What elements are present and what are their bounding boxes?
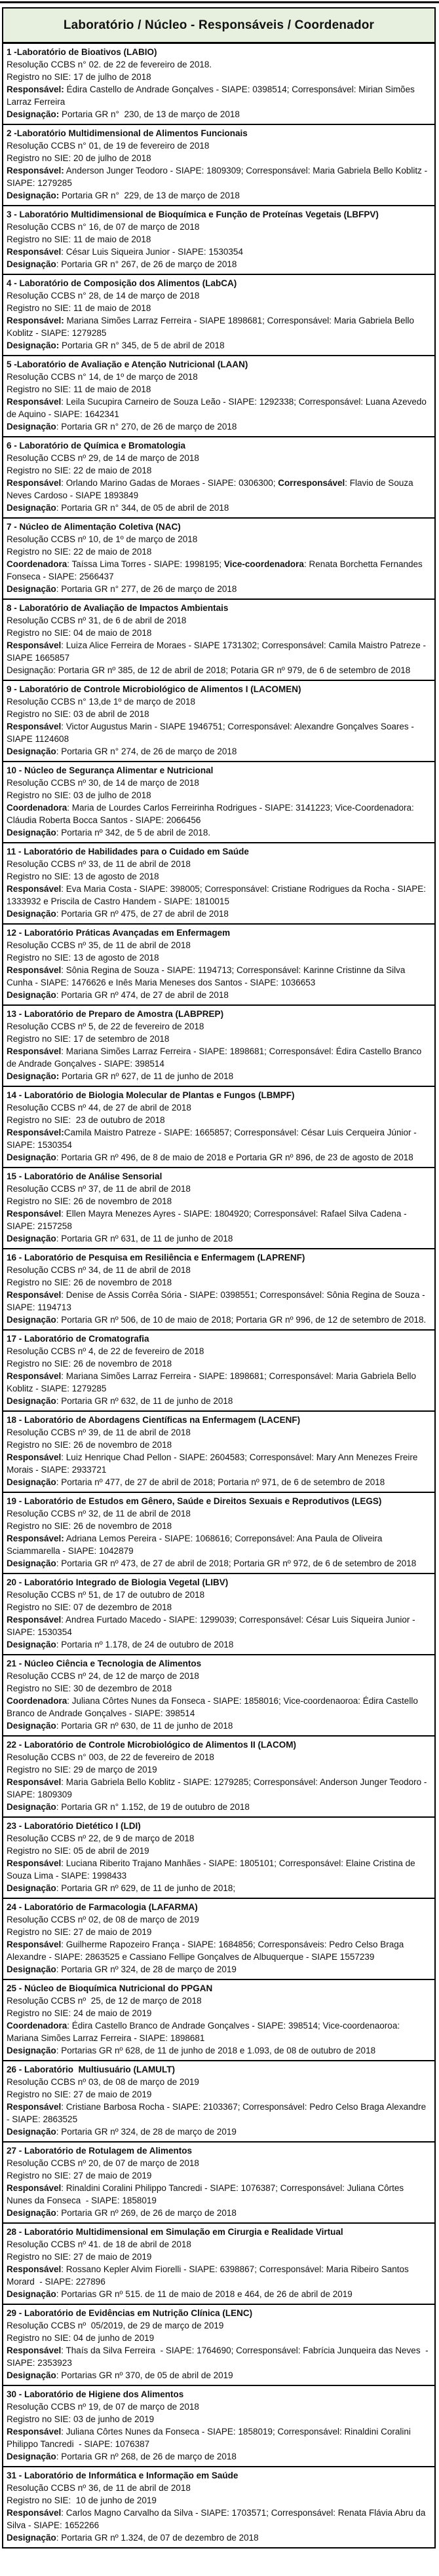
entry-line: Resolução CCBS nº 03, de 08 de março de 2019 [7,2077,199,2087]
document-page [0,1,439,2548]
entry-row [3,2143,434,2224]
entry-line: Registro no SIE: 13 de agosto de 2018 [7,953,159,963]
entry-line: Registro no SIE: 11 de maio de 2018 [7,234,151,244]
entry-line: Designação: Portaria GR nº 630, de 11 de junho de 2018 [7,1721,233,1731]
entry-line: Designação: Portaria GR nº 506, de 10 de maio de 2018; Portaria GR nº 996, de 12 de setembro de 2018. [7,1315,427,1325]
entry-line: Responsável: Anderson Junger Teodoro - SIAPE: 1809309; Corresponsável: Maria Gabriela Bello Koblitz - SIAPE: 1279285 [7,166,430,188]
entry-row [3,2061,434,2143]
entry-line: Responsável: Mariana Simões Larraz Ferreira - SIAPE: 1898681; Corresponsável: Maria Gabriela Bello Koblitz - SIAPE: 1279285 [7,1371,419,1393]
entry-line: 22 - Laboratório de Controle Microbiológico de Alimentos II (LACOM) [7,1740,297,1750]
entry-line: Responsável: Eva Maria Costa - SIAPE: 398005; Corresponsável: Cristiane Rodrigues da Rocha - SIAPE: 1333932 e Priscila de Castro Handem - SIAPE: 1810015 [7,884,429,906]
entry-line: Registro no SIE: 11 de maio de 2018 [7,384,151,394]
entry-line: Resolução CCBS nº 31, de 6 de abril de 2018 [7,616,187,625]
entry-line: 13 - Laboratório de Preparo de Amostra (LABPREP) [7,1009,224,1019]
entry-line: Designação: Portarias GR nº 370, de 05 de abril de 2019 [7,2370,233,2380]
entry-line: Responsável: Luiz Henrique Chad Pellon - SIAPE: 2604583; Corresponsável: Mary Ann Menezes Freire Morais - SIAPE: 2933721 [7,1452,421,1475]
entry-line: Resolução CCBS nº 39, de 11 de abril de 2018 [7,1427,191,1437]
entry-row [3,519,434,600]
entry-line: Resolução CCBS nº 4, de 22 de fevereiro de 2018 [7,1346,204,1356]
entry-line: Registro no SIE: 22 de maio de 2018 [7,547,152,557]
entry-line: Registro no SIE: 17 de julho de 2018 [7,72,151,82]
entry-row [3,1493,434,1574]
entry-line: Responsável: César Luis Siqueira Junior - SIAPE: 1530354 [7,247,243,257]
entry-line: 17 - Laboratório de Cromatografia [7,1334,149,1344]
entry-line: Registro no SIE: 13 de agosto de 2018 [7,872,159,881]
entry-line: Designação: Portaria GR nº 324, de 28 de março de 2019 [7,1964,237,1974]
entry-line: Coordenadora: Maria de Lourdes Carlos Ferreirinha Rodrigues - SIAPE: 3141223; Vice-Coordenadora: Cláudia Roberta Bocca Santos - SIAPE: 2066456 [7,803,417,825]
entry-row [3,1899,434,1980]
entry-line: 23 - Laboratório Dietético I (LDI) [7,1821,141,1831]
entry-line: 18 - Laboratório de Abordagens Científicas na Enfermagem (LACENF) [7,1415,301,1425]
entry-line: Responsável: Maria Gabriela Bello Koblitz - SIAPE: 1279285; Corresponsável: Anderson Junger Teodoro - SIAPE: 1809309 [7,1777,430,1799]
entry-row [3,1737,434,1818]
entry-line: Resolução CCBS nº 35, de 11 de abril de 2018 [7,940,191,950]
entry-row [3,1818,434,1899]
entry-line: Responsável: Cristiane Barbosa Rocha - SIAPE: 2103367; Corresponsável: Pedro Celso Braga Alexandre - SIAPE: 2863525 [7,2102,431,2124]
entry-line: Registro no SIE: 07 de dezembro de 2018 [7,1602,172,1612]
entry-line: Registro no SIE: 26 de novembro de 2018 [7,1278,172,1287]
entry-line: 27 - Laboratório de Rotulagem de Alimentos [7,2146,193,2156]
entry-line: Registro no SIE: 27 de maio de 2019 [7,2252,152,2262]
entry-line: Resolução CCBS n° 14, de 1º de março de 2018 [7,372,198,382]
entry-line: Registro no SIE: 05 de abril de 2019 [7,1846,149,1856]
entry-line: Responsável: Carlos Magno Carvalho da Silva - SIAPE: 1703571; Corresponsável: Renata Flávia Abru da Silva - SIAPE: 1652266 [7,2508,429,2530]
entry-line: Registro no SIE: 23 de outubro de 2018 [7,1115,165,1125]
entry-line: 11 - Laboratório de Habilidades para o Cuidado em Saúde [7,847,249,856]
entry-line: 10 - Núcleo de Segurança Alimentar e Nutricional [7,765,214,775]
entry-line: 8 - Laboratório de Avaliação de Impactos Ambientais [7,603,229,613]
entry-line: Responsável: Édira Castello de Andrade Gonçalves - SIAPE: 0398514; Corresponsável: Mirian Simões Larraz Ferreira [7,84,417,107]
entry-line: Resolução CCBS nº 20, de 07 de março de 2018 [7,2158,199,2168]
entry-row [3,1087,434,1168]
entry-line: 1 -Laboratório de Bioativos (LABIO) [7,47,157,57]
entry-line: Designação: Portaria nº 342, de 5 de abril de 2018. [7,828,211,837]
entry-row [3,2386,434,2467]
entry-line: 25 - Núcleo de Bioquímica Nutricional do PPGAN [7,1983,213,1993]
entry-line: Resolução CCBS nº 24, de 12 de março de 2018 [7,1671,199,1681]
entry-line: 7 - Núcleo de Alimentação Coletiva (NAC) [7,522,181,532]
entry-line: Responsável: Mariana Simões Larraz Ferreira - SIAPE: 1898681; Corresponsável: Édira Castello Branco de Andrade Gonçalves - SIAPE: 398514 [7,1046,425,1069]
entry-line: Responsável: Adriana Lemos Pereira - SIAPE: 1068616; Correponsável: Ana Paula de Oliveira Sciammarella - SIAPE: 1042879 [7,1534,385,1556]
entry-row [3,1331,434,1412]
entry-line: 21 - Núcleo Ciência e Tecnologia de Alimentos [7,1659,202,1668]
entry-row [3,843,434,925]
entry-line: 20 - Laboratório Integrado de Biologia Vegetal (LIBV) [7,1577,229,1587]
entry-line: Registro no SIE: 26 de novembro de 2018 [7,1196,172,1206]
entry-row [3,1980,434,2061]
entry-line: 29 - Laboratório de Evidências em Nutrição Clínica (LENC) [7,2308,253,2318]
entry-line: Designação: Portaria GR n° 1.152, de 19 de outubro de 2018 [7,1802,250,1812]
entry-line: Resolução CCBS n° 13,de 1º de março de 2018 [7,697,196,707]
entry-line: 16 - Laboratório de Pesquisa em Resiliência e Enfermagem (LAPRENF) [7,1253,305,1262]
entry-line: Designação: Portaria GR nº 385, de 12 de abril de 2018; Potaria GR nº 979, de 6 de setembro de 2018 [7,665,411,675]
entry-line: 9 - Laboratório de Controle Microbiológico de Alimentos I (LACOMEN) [7,684,301,694]
entry-line: Resolução CCBS nº 29, de 14 de março de 2018 [7,453,199,463]
entry-line: Resolução CCBS nº 02, de 08 de março de 2019 [7,1915,199,1924]
entry-line: Coordenadora: Juliana Côrtes Nunes da Fonseca - SIAPE: 1858016; Vice-coordenaoroa: Édira Castello Branco de Andrade Gonçalves - SIAPE: 398514 [7,1696,421,1718]
entry-line: 2 -Laboratório Multidimensional de Alimentos Funcionais [7,128,248,138]
entry-line: Resolução CCBS nº 44, de 27 de abril de 2018 [7,1103,191,1113]
entry-line: Designação: Portaria GR n° 344, de 05 de abril de 2018 [7,503,229,513]
entry-row [3,125,434,206]
entry-line: 28 - Laboratório Multidimensional em Simulação em Cirurgia e Realidade Virtual [7,2227,343,2237]
entry-line: Responsável: Guilherme Rapozeiro França - SIAPE: 1684856; Corresponsáveis: Pedro Celso Braga Alexandre - SIAPE: 2863525 e Cassiano Fellipe Gonçalves de Albuquerque - SIAPE 1557239 [7,1940,406,1962]
entry-line: Resolução CCBS nº 34, de 11 de abril de 2018 [7,1265,191,1275]
entry-line: Resolução CCBS n° 01, de 19 de fevereiro de 2018 [7,141,210,151]
entry-line: 4 - Laboratório de Composição dos Alimentos (LabCA) [7,278,237,288]
entry-line: 6 - Laboratório de Química e Bromatologia [7,441,186,451]
entry-line: Registro no SIE: 17 de setembro de 2018 [7,1034,170,1044]
entry-line: Responsável: Ellen Mayra Menezes Ayres - SIAPE: 1804920; Corresponsável: Rafael Silva Cadena - SIAPE: 2157258 [7,1209,410,1231]
entry-line: Designação: Portaria GR n° 230, de 13 de março de 2018 [7,109,240,119]
entry-line: Resolução CCBS nº 22, de 9 de março de 2018 [7,1833,195,1843]
entry-line: Designação: Portaria GR nº 632, de 11 de junho de 2018 [7,1396,233,1406]
entry-line: Responsável: Thaís da Silva Ferreira - SIAPE: 1764690; Corresponsável: Fabrícia Junqueira das Neves - SIAPE: 2353923 [7,2346,431,2368]
entry-line: Registro no SIE: 27 de maio de 2019 [7,1927,152,1937]
entry-line: 19 - Laboratório de Estudos em Gênero, Saúde e Direitos Sexuais e Reprodutivos (LEGS) [7,1496,382,1506]
entry-row [3,356,434,437]
entry-line: Registro no SIE: 26 de novembro de 2018 [7,1359,172,1369]
entry-row [3,1168,434,1249]
entry-line: Resolução CCBS nº 19, de 07 de março de 2018 [7,2402,199,2412]
entry-row [3,1006,434,1087]
entry-line: Resolução CCBS nº 32, de 11 de abril de 2018 [7,1509,191,1518]
entry-line: Designação: Portaria GR n° 277, de 26 de março de 2018 [7,584,237,594]
entry-line: Designação: Portaria GR nº 269, de 26 de março de 2018 [7,2208,237,2218]
entry-line: Registro no SIE: 24 de maio de 2019 [7,2008,152,2018]
entry-line: Registro no SIE: 10 de junho de 2019 [7,2495,157,2505]
entry-line: Resolução CCBS nº 51, de 17 de outubro de 2018 [7,1590,205,1600]
entry-line: Registro no SIE: 20 de julho de 2018 [7,153,151,163]
entry-line: Resolução CCBS n° 02. de 22 de fevereiro de 2018. [7,60,212,69]
page-top-divider [0,1,439,3]
entry-line: Designação: Portaria GR n° 270, de 26 de março de 2018 [7,422,237,432]
entry-line: Designação: Portaria GR nº 324, de 28 de março de 2019 [7,2127,237,2137]
entry-line: Responsável: Luiza Alice Ferreira de Moraes - SIAPE 1731302; Corresponsável: Camila Maistro Patreze - SIAPE 1665857 [7,640,429,663]
lab-table [2,7,436,2548]
entry-line: Resolução CCBS nº 5, de 22 de fevereiro de 2018 [7,1021,204,1031]
entry-line: Registro no SIE: 27 de maio de 2019 [7,2089,152,2099]
entry-line: 14 - Laboratório de Biologia Molecular de Plantas e Fungos (LBMPF) [7,1090,295,1100]
entry-line: Responsável: Victor Augustus Marin - SIAPE 1946751; Corresponsável: Alexandre Gonçalves Soares - SIAPE 1124608 [7,722,417,744]
entry-line: Registro no SIE: 26 de novembro de 2018 [7,1440,172,1450]
entry-row [3,925,434,1006]
entry-line: Registro no SIE: 04 de junho de 2019 [7,2333,155,2343]
entry-line: Designação: Portaria GR nº 629, de 11 de junho de 2018; [7,1883,236,1893]
entry-line: 30 - Laboratório de Higiene dos Alimentos [7,2389,184,2399]
entry-line: Coordenadora: Taíssa Lima Torres - SIAPE: 1998195; Vice-coordenadora: Renata Borchetta Fernandes Fonseca - SIAPE: 2566437 [7,559,425,581]
entry-line: Designação: Portaria GR nº 627, de 11 de junho de 2018 [7,1071,234,1081]
entry-line: Resolução CCBS n° 16, de 07 de março de 2018 [7,222,200,232]
entry-line: Designação: Portaria nº 477, de 27 de abril de 2018; Portaria nº 971, de 6 de setembro de 2018 [7,1477,385,1487]
entry-line: Resolução CCBS nº 41. de 18 de abril de 2018 [7,2239,191,2249]
entry-row [3,437,434,519]
entry-line: Responsável: Rossano Kepler Alvim Fiorelli - SIAPE: 6398867; Corresponsável: Maria Ribeiro Santos Morard - SIAPE: 227896 [7,2264,411,2287]
entry-row [3,2224,434,2305]
entry-line: Responsável: Sônia Regina de Souza - SIAPE: 1194713; Corresponsável: Karinne Cristinne da Silva Cunha - SIAPE: 1476626 e Inês Maria Meneses dos Santos - SIAPE: 1036653 [7,965,408,987]
entry-row [3,681,434,762]
entry-line: Registro no SIE: 30 de dezembro de 2018 [7,1684,172,1693]
entry-line: Designação: Portaria GR nº 473, de 27 de abril de 2018; Portaria GR nº 972, de 6 de setembro de 2018 [7,1558,417,1568]
entry-line: Responsável: Mariana Simões Larraz Ferreira - SIAPE 1898681; Corresponsável: Maria Gabriela Bello Koblitz - SIAPE: 1279285 [7,316,417,338]
entry-line: Resolução CCBS nº 30, de 14 de março de 2018 [7,778,199,788]
entry-line: Responsável: Juliana Côrtes Nunes da Fonseca - SIAPE: 1858019; Corresponsável: Rinaldini Coralini Philippo Tancredi - SIAPE: 1076387 [7,2427,413,2449]
entry-line: Registro no SIE: 04 de maio de 2018 [7,628,152,638]
entry-line: Designação: Portaria GR n° 274, de 26 de março de 2018 [7,746,237,756]
entry-row [3,1412,434,1493]
entry-line: 26 - Laboratório Multiusuário (LAMULT) [7,2065,175,2074]
entry-line: Resolução CCBS n° 28, de 14 de março de 2018 [7,291,200,301]
entry-line: Designação: Portarias GR nº 515. de 11 de maio de 2018 e 464, de 26 de abril de 2019 [7,2289,353,2299]
entry-line: Responsável: Andrea Furtado Macedo - SIAPE: 1299039; Corresponsável: César Luis Siqueira Junior - SIAPE: 1530354 [7,1615,418,1637]
entry-line: Coordenadora: Édira Castello Branco de Andrade Gonçalves - SIAPE: 398514; Vice-coordenaoroa: Mariana Simões Larraz Ferreira - SIAPE: 1898681 [7,2021,402,2043]
entry-line: Designação: Portaria nº 1.178, de 24 de outubro de 2018 [7,1640,234,1649]
entry-line: Designação: Portaria GR nº 475, de 27 de abril de 2018 [7,909,229,919]
entry-line: Designação: Portaria GR n° 267, de 26 de março de 2018 [7,259,237,269]
entry-line: Resolução CCBS nº 33, de 11 de abril de 2018 [7,859,191,869]
entry-row [3,44,434,125]
entry-line: 24 - Laboratório de Farmacologia (LAFARMA) [7,1902,198,1912]
entry-line: Resolução CCBS nº 05/2019, de 29 de março de 2019 [7,2321,224,2330]
entry-line: Designação: Portaria GR nº 1.324, de 07 de dezembro de 2018 [7,2533,259,2543]
entry-line: Designação: Portaria GR n° 229, de 13 de março de 2018 [7,191,240,200]
entry-line: Resolução CCBS nº 10, de 1º de março de 2018 [7,534,198,544]
entry-line: Responsável: Leila Sucupira Carneiro de Souza Leão - SIAPE: 1292338; Corresponsável: Luana Azevedo de Aquino - SIAPE: 1642341 [7,397,429,419]
entry-line: Registro no SIE: 26 de novembro de 2018 [7,1521,172,1531]
entry-row [3,1574,434,1655]
entry-line: Resolução CCBS nº 37, de 11 de abril de 2018 [7,1184,191,1194]
entry-line: Resolução CCBS n° 003, de 22 de fevereiro de 2018 [7,1752,214,1762]
entry-line: 12 - Laboratório Práticas Avançadas em Enfermagem [7,928,231,938]
entry-line: Registro no SIE: 22 de maio de 2018 [7,466,152,475]
entry-row [3,600,434,681]
entry-line: Responsável: Rinaldini Coralini Philippo Tancredi - SIAPE: 1076387; Corresponsável: Juliana Côrtes Nunes da Fonseca - SIAPE: 1858019 [7,2183,406,2205]
entry-line: 3 - Laboratório Multidimensional de Bioquímica e Função de Proteínas Vegetais (LBFPV) [7,210,379,219]
entry-line: Responsável: Orlando Marino Gadas de Moraes - SIAPE: 0306300; Corresponsável: Flavio de Souza Neves Cardoso - SIAPE 1893849 [7,478,416,500]
entry-row [3,206,434,275]
entry-row [3,1249,434,1331]
entry-line: Registro no SIE: 03 de junho de 2019 [7,2414,155,2424]
entry-row [3,2467,434,2547]
entry-row [3,275,434,356]
entry-line: Designação: Portarias GR nº 628, de 11 de junho de 2018 e 1.093, de 08 de outubro de 2018 [7,2046,376,2055]
entry-row [3,762,434,843]
entry-line: 31 - Laboratório de Informática e Informação em Saúde [7,2471,239,2480]
entry-line: Registro no SIE: 29 de março de 2019 [7,1765,157,1775]
lab-table-body [3,44,434,2547]
entry-line: Resolução CCBS nº 25, de 12 de março de 2018 [7,1996,202,2006]
entry-line: Resolução CCBS nº 36, de 11 de abril de 2018 [7,2483,191,2493]
entry-line: Registro no SIE: 03 de abril de 2018 [7,709,149,719]
entry-line: 15 - Laboratório de Análise Sensorial [7,1171,162,1181]
entry-line: Designação: Portaria GR nº 474, de 27 de abril de 2018 [7,990,229,1000]
table-header-title: Laboratório / Núcleo - Responsáveis / Coordenador [3,9,434,44]
entry-line: Responsável:Camila Maistro Patreze - SIAPE: 1665857; Corresponsável: César Luis Cerqueira Júnior - SIAPE: 1530354 [7,1128,419,1150]
entry-row [3,1655,434,1737]
entry-line: Registro no SIE: 11 de maio de 2018 [7,303,151,313]
entry-line: 5 -Laboratório de Avaliação e Atenção Nutricional (LAAN) [7,359,248,369]
entry-row [3,2305,434,2386]
entry-line: Designação: Portaria GR nº 631, de 11 de junho de 2018 [7,1234,233,1243]
entry-line: Registro no SIE: 27 de maio de 2019 [7,2171,152,2180]
entry-line: Designação: Portaria GR nº 496, de 8 de maio de 2018 e Portaria GR nº 896, de 23 de agosto de 2018 [7,1152,413,1162]
entry-line: Designação: Portaria GR n° 345, de 5 de abril de 2018 [7,340,225,350]
entry-line: Registro no SIE: 03 de julho de 2018 [7,790,151,800]
entry-line: Designação: Portaria GR nº 268, de 26 de março de 2018 [7,2452,237,2461]
entry-line: Responsável: Denise de Assis Corrêa Sória - SIAPE: 0398551; Corresponsável: Sônia Regina de Souza - SIAPE: 1194713 [7,1290,428,1312]
entry-line: Responsável: Luciana Riberito Trajano Manhães - SIAPE: 1805101; Corresponsável: Elaine Cristina de Souza Lima - SIAPE: 1998433 [7,1858,418,1881]
